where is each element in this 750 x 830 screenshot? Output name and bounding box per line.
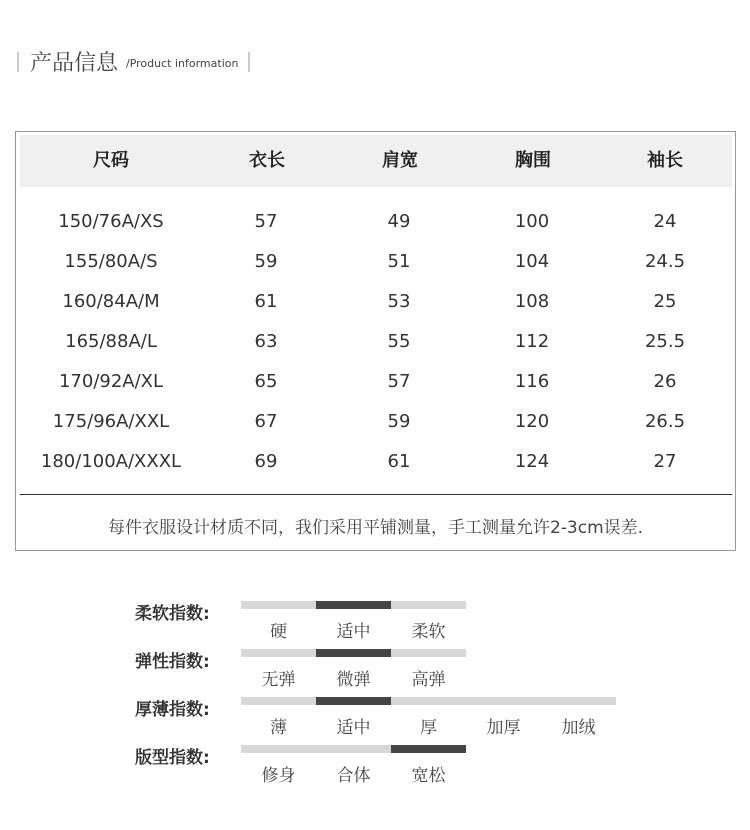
cell-size: 175/96A/XXL [52, 411, 170, 432]
cell-length: 61 [254, 291, 278, 312]
thickness-option: 适中 [336, 718, 371, 738]
softness-bar-segment [241, 601, 316, 609]
softness-bar-segment [316, 601, 391, 609]
cell-size: 170/92A/XL [58, 371, 164, 392]
cell-size: 150/76A/XS [58, 211, 164, 232]
cell-chest: 116 [514, 371, 550, 392]
thickness-bar-segment [466, 697, 541, 705]
cell-length: 65 [254, 371, 278, 392]
header-right-divider [248, 52, 250, 72]
section-subtitle: /Product information [126, 57, 239, 70]
elasticity-index-label: 弹性指数: [135, 652, 210, 672]
size-chart [15, 131, 736, 551]
fit-option: 宽松 [411, 766, 446, 786]
cell-length: 67 [254, 411, 278, 432]
cell-shoulder: 59 [387, 411, 411, 432]
elasticity-option: 微弹 [336, 670, 371, 690]
thickness-bar-segment [316, 697, 391, 705]
cell-length: 59 [254, 251, 278, 272]
elasticity-option: 高弹 [411, 670, 446, 690]
cell-sleeve: 26.5 [644, 411, 686, 432]
cell-size: 155/80A/S [64, 251, 158, 272]
thickness-bar-segment [541, 697, 616, 705]
header-chest: 胸围 [515, 150, 551, 171]
thickness-option: 加绒 [561, 718, 596, 738]
cell-shoulder: 55 [387, 331, 411, 352]
elasticity-option: 无弹 [261, 670, 296, 690]
fit-bar-segment [241, 745, 316, 753]
thickness-bar-segment [391, 697, 466, 705]
cell-chest: 100 [514, 211, 550, 232]
cell-shoulder: 51 [387, 251, 411, 272]
header-size: 尺码 [93, 150, 129, 171]
size-table-header [20, 135, 732, 187]
cell-size: 160/84A/M [62, 291, 160, 312]
cell-sleeve: 24.5 [644, 251, 686, 272]
cell-shoulder: 61 [387, 451, 411, 472]
thickness-option: 薄 [270, 718, 287, 738]
elasticity-bar-segment [391, 649, 466, 657]
fit-bar-segment [391, 745, 466, 753]
cell-sleeve: 26 [653, 371, 677, 392]
elasticity-bar-segment [316, 649, 391, 657]
cell-size: 165/88A/L [65, 331, 157, 352]
header-shoulder: 肩宽 [382, 150, 418, 171]
header-sleeve: 袖长 [647, 150, 683, 171]
elasticity-bar-segment [241, 649, 316, 657]
fit-option: 修身 [261, 766, 296, 786]
cell-length: 69 [254, 451, 278, 472]
fit-option: 合体 [336, 766, 371, 786]
cell-length: 63 [254, 331, 278, 352]
softness-option: 适中 [336, 622, 371, 642]
cell-chest: 124 [514, 451, 550, 472]
cell-chest: 112 [514, 331, 550, 352]
cell-sleeve: 25.5 [644, 331, 686, 352]
softness-option: 柔软 [411, 622, 446, 642]
header-length: 衣长 [249, 150, 285, 171]
softness-option: 硬 [270, 622, 287, 642]
cell-sleeve: 25 [653, 291, 677, 312]
cell-shoulder: 49 [387, 211, 411, 232]
fit-index-label: 版型指数: [135, 748, 210, 768]
softness-bar-segment [391, 601, 466, 609]
cell-size: 180/100A/XXXL [40, 451, 182, 472]
cell-sleeve: 27 [653, 451, 677, 472]
table-divider [20, 494, 732, 495]
cell-shoulder: 53 [387, 291, 411, 312]
cell-sleeve: 24 [653, 211, 677, 232]
measurement-note: 每件衣服设计材质不同，我们采用平铺测量，手工测量允许2-3cm误差. [107, 518, 644, 538]
cell-length: 57 [254, 211, 278, 232]
header-left-divider [17, 52, 19, 72]
thickness-index-label: 厚薄指数: [135, 700, 210, 720]
section-title: 产品信息 [30, 51, 119, 76]
cell-chest: 104 [514, 251, 550, 272]
cell-chest: 108 [514, 291, 550, 312]
thickness-option: 厚 [420, 718, 437, 738]
thickness-bar-segment [241, 697, 316, 705]
thickness-option: 加厚 [486, 718, 521, 738]
softness-index-label: 柔软指数: [135, 604, 210, 624]
fit-bar-segment [316, 745, 391, 753]
cell-shoulder: 57 [387, 371, 411, 392]
cell-chest: 120 [514, 411, 550, 432]
